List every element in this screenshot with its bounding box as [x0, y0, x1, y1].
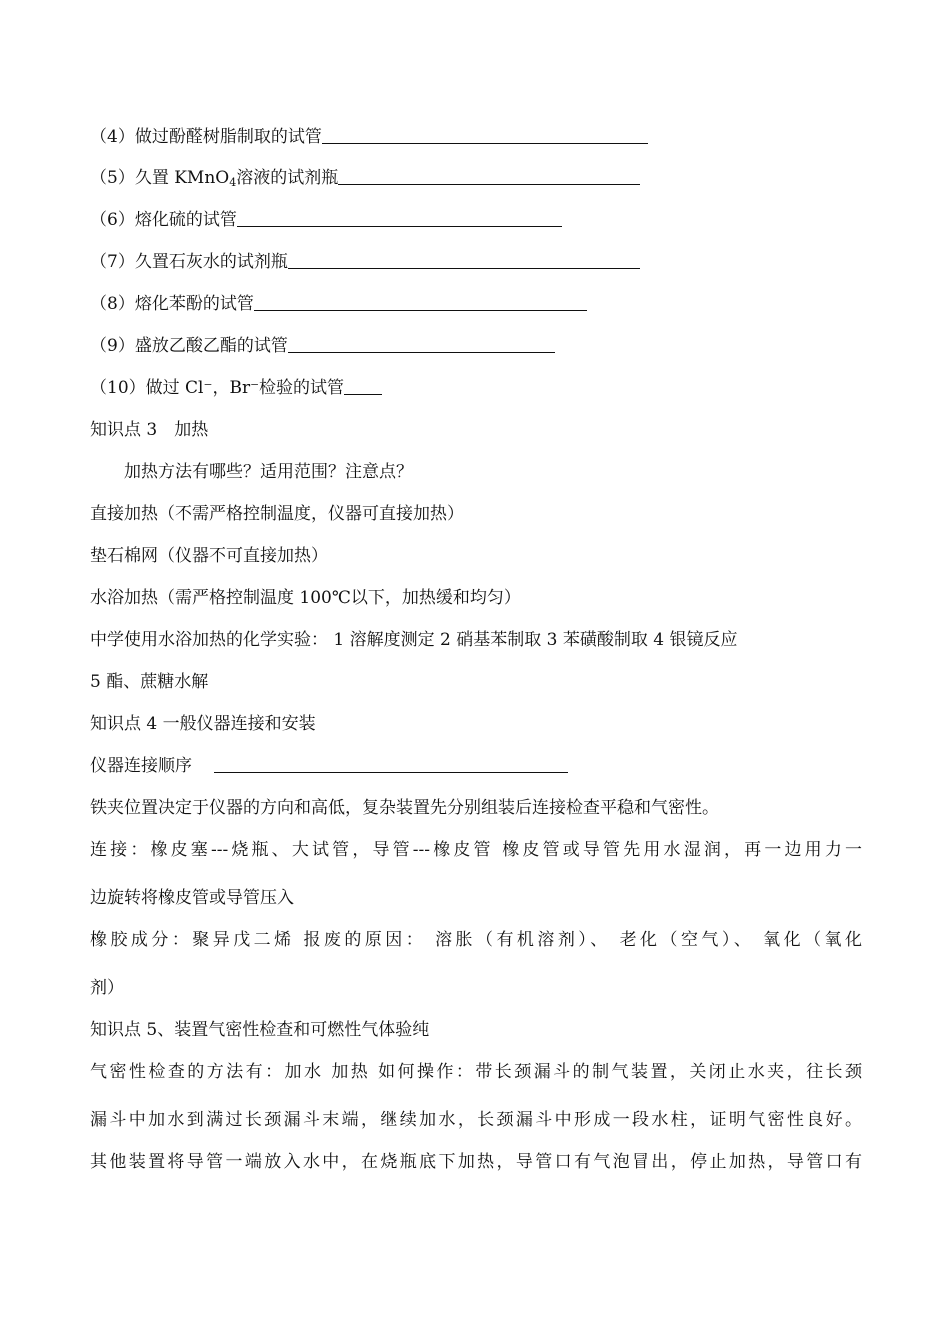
paragraph: 中学使用水浴加热的化学实验： 1 溶解度测定 2 硝基苯制取 3 苯磺酸制取 4 银镜反应: [90, 630, 738, 650]
question-4-text: （4）做过酚醛树脂制取的试管: [90, 127, 322, 147]
paragraph: [90, 754, 568, 778]
paragraph: 5 酯、蔗糖水解: [90, 672, 209, 692]
paragraph: 直接加热（不需严格控制温度，仪器可直接加热）: [90, 504, 464, 524]
question-7: [90, 250, 640, 274]
answer-blank[interactable]: [322, 125, 648, 144]
answer-blank[interactable]: [338, 166, 640, 185]
question-9: [90, 334, 555, 358]
question-5-text: （5）久置 KMnO: [90, 168, 230, 188]
answer-blank[interactable]: [288, 334, 555, 353]
section-question: 加热方法有哪些？适用范围？注意点？: [124, 462, 413, 482]
question-9-text: （9）盛放乙酸乙酯的试管: [90, 336, 288, 356]
paragraph: 垫石棉网（仪器不可直接加热）: [90, 546, 328, 566]
paragraph-text: 仪器连接顺序: [90, 756, 192, 776]
question-5: [90, 166, 640, 190]
paragraph: 水浴加热（需严格控制温度 100℃以下，加热缓和均匀）: [90, 588, 521, 608]
question-10: [90, 376, 382, 400]
question-5-text-post: 溶液的试剂瓶: [236, 168, 339, 188]
question-6: [90, 208, 562, 232]
paragraph: 铁夹位置决定于仪器的方向和高低，复杂装置先分别组装后连接检查平稳和气密性。: [90, 798, 719, 818]
section-heading-3: 知识点 3 加热: [90, 420, 209, 440]
question-7-text: （7）久置石灰水的试剂瓶: [90, 252, 288, 272]
subscript-4: 4: [229, 176, 237, 189]
paragraph: 橡胶成分：聚异戊二烯 报废的原因： 溶胀（有机溶剂）、 老化（空气）、 氧化（氧化: [90, 930, 862, 950]
question-4: [90, 125, 648, 149]
answer-blank[interactable]: [288, 250, 640, 269]
question-10-text: （10）做过 Cl⁻，Br⁻检验的试管: [90, 378, 345, 398]
question-8-text: （8）熔化苯酚的试管: [90, 294, 254, 314]
answer-blank[interactable]: [214, 754, 568, 773]
section-heading-4: 知识点 4 一般仪器连接和安装: [90, 714, 316, 734]
question-8: [90, 292, 587, 316]
paragraph: 边旋转将橡皮管或导管压入: [90, 888, 294, 908]
answer-blank[interactable]: [344, 376, 382, 395]
section-heading-5: 知识点 5、装置气密性检查和可燃性气体验纯: [90, 1020, 430, 1040]
answer-blank[interactable]: [254, 292, 587, 311]
answer-blank[interactable]: [237, 208, 562, 227]
paragraph: 漏斗中加水到满过长颈漏斗末端，继续加水，长颈漏斗中形成一段水柱，证明气密性良好。: [90, 1110, 862, 1130]
paragraph: 其他装置将导管一端放入水中，在烧瓶底下加热，导管口有气泡冒出，停止加热，导管口有: [90, 1152, 862, 1172]
question-6-text: （6）熔化硫的试管: [90, 210, 237, 230]
paragraph: 连接：橡皮塞---烧瓶、大试管，导管---橡皮管 橡皮管或导管先用水湿润，再一边用力一: [90, 840, 862, 860]
paragraph: 气密性检查的方法有：加水 加热 如何操作：带长颈漏斗的制气装置，关闭止水夹，往长颈: [90, 1062, 862, 1082]
paragraph: 剂）: [90, 978, 124, 998]
